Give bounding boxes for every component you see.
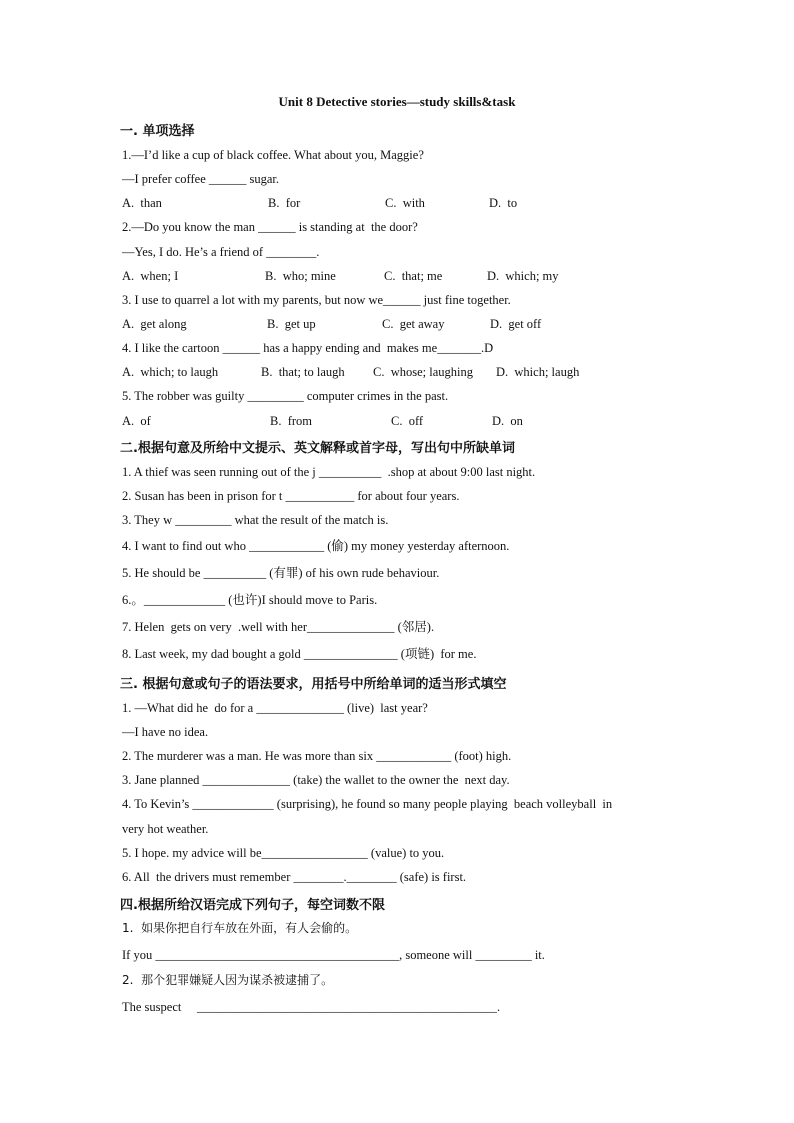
q2-line1: 2.—Do you know the man ______ is standing at the door? [122,220,418,234]
q1-option-a: A. than [122,196,162,210]
s2-item-6: 6.。_____________ (也许)I should move to Paris. [122,593,378,607]
q3-line1: 3. I use to quarrel a lot with my parents, but now we______ just fine together. [122,293,511,307]
q2-option-b: B. who; mine [265,269,336,283]
q4-option-d: D. which; laugh [496,365,580,379]
s4-item-2-chinese: 2. 那个犯罪嫌疑人因为谋杀被逮捕了。 [122,973,334,987]
s3-item-2: 2. The murderer was a man. He was more than six ____________ (foot) high. [122,749,512,763]
q4-line1: 4. I like the cartoon ______ has a happy ending and makes me_______.D [122,341,494,355]
s4-item-2-english: The suspect ________________________________________________. [122,1000,501,1014]
s2-item-2: 2. Susan has been in prison for t ___________ for about four years. [122,489,460,503]
s3-item-1-answer: —I have no idea. [122,725,209,739]
q4-option-b: B. that; to laugh [261,365,345,379]
q2-option-c: C. that; me [384,269,443,283]
s3-item-4: 4. To Kevin’s _____________ (surprising), he found so many people playing beach volleyball in [122,797,613,811]
q4-option-c: C. whose; laughing [373,365,473,379]
q1-line2: —I prefer coffee ______ sugar. [122,172,280,186]
q3-option-a: A. get along [122,317,187,331]
section3-heading: 三. 根据句意或句子的语法要求，用括号中所给单词的适当形式填空 [120,677,507,692]
page-title: Unit 8 Detective stories—study skills&task [278,94,516,109]
q1-option-d: D. to [489,196,518,210]
q5-option-a: A. of [122,414,151,428]
q1-option-b: B. for [268,196,301,210]
q2-option-a: A. when; I [122,269,179,283]
s4-item-1-english: If you _______________________________________, someone will _________ it. [122,948,545,962]
q2-option-d: D. which; my [487,269,559,283]
s2-item-4: 4. I want to find out who ____________ (偷) my money yesterday afternoon. [122,539,510,553]
q5-line1: 5. The robber was guilty _________ computer crimes in the past. [122,389,449,403]
q3-option-c: C. get away [382,317,445,331]
q5-option-b: B. from [270,414,313,428]
section4-heading: 四.根据所给汉语完成下列句子，每空词数不限 [120,898,385,913]
s3-item-3: 3. Jane planned ______________ (take) the wallet to the owner the next day. [122,773,510,787]
q5-option-d: D. on [492,414,523,428]
q4-option-a: A. which; to laugh [122,365,219,379]
s2-item-7: 7. Helen gets on very .well with her______________ (邻居). [122,620,435,634]
q3-option-d: D. get off [490,317,542,331]
q5-option-c: C. off [391,414,424,428]
q2-line2: —Yes, I do. He’s a friend of ________. [122,245,320,259]
s2-item-3: 3. They w _________ what the result of the match is. [122,513,389,527]
section2-heading: 二.根据句意及所给中文提示、英文解释或首字母，写出句中所缺单词 [120,441,515,456]
s2-item-1: 1. A thief was seen running out of the j __________ .shop at about 9:00 last night. [122,465,536,479]
s3-item-6: 6. All the drivers must remember ________.________ (safe) is first. [122,870,467,884]
q1-line1: 1.—I’d like a cup of black coffee. What about you, Maggie? [122,148,424,162]
s2-item-5: 5. He should be __________ (有罪) of his own rude behaviour. [122,566,440,580]
q1-option-c: C. with [385,196,425,210]
s3-item-5: 5. I hope. my advice will be_________________ (value) to you. [122,846,445,860]
section1-heading: 一. 单项选择 [120,124,195,139]
s3-item-1: 1. —What did he do for a ______________ (live) last year? [122,701,428,715]
s4-item-1-chinese: 1. 如果你把自行车放在外面，有人会偷的。 [122,921,358,935]
s3-item-4-cont: very hot weather. [122,822,209,836]
s2-item-8: 8. Last week, my dad bought a gold _______________ (项链) for me. [122,647,477,661]
q3-option-b: B. get up [267,317,316,331]
